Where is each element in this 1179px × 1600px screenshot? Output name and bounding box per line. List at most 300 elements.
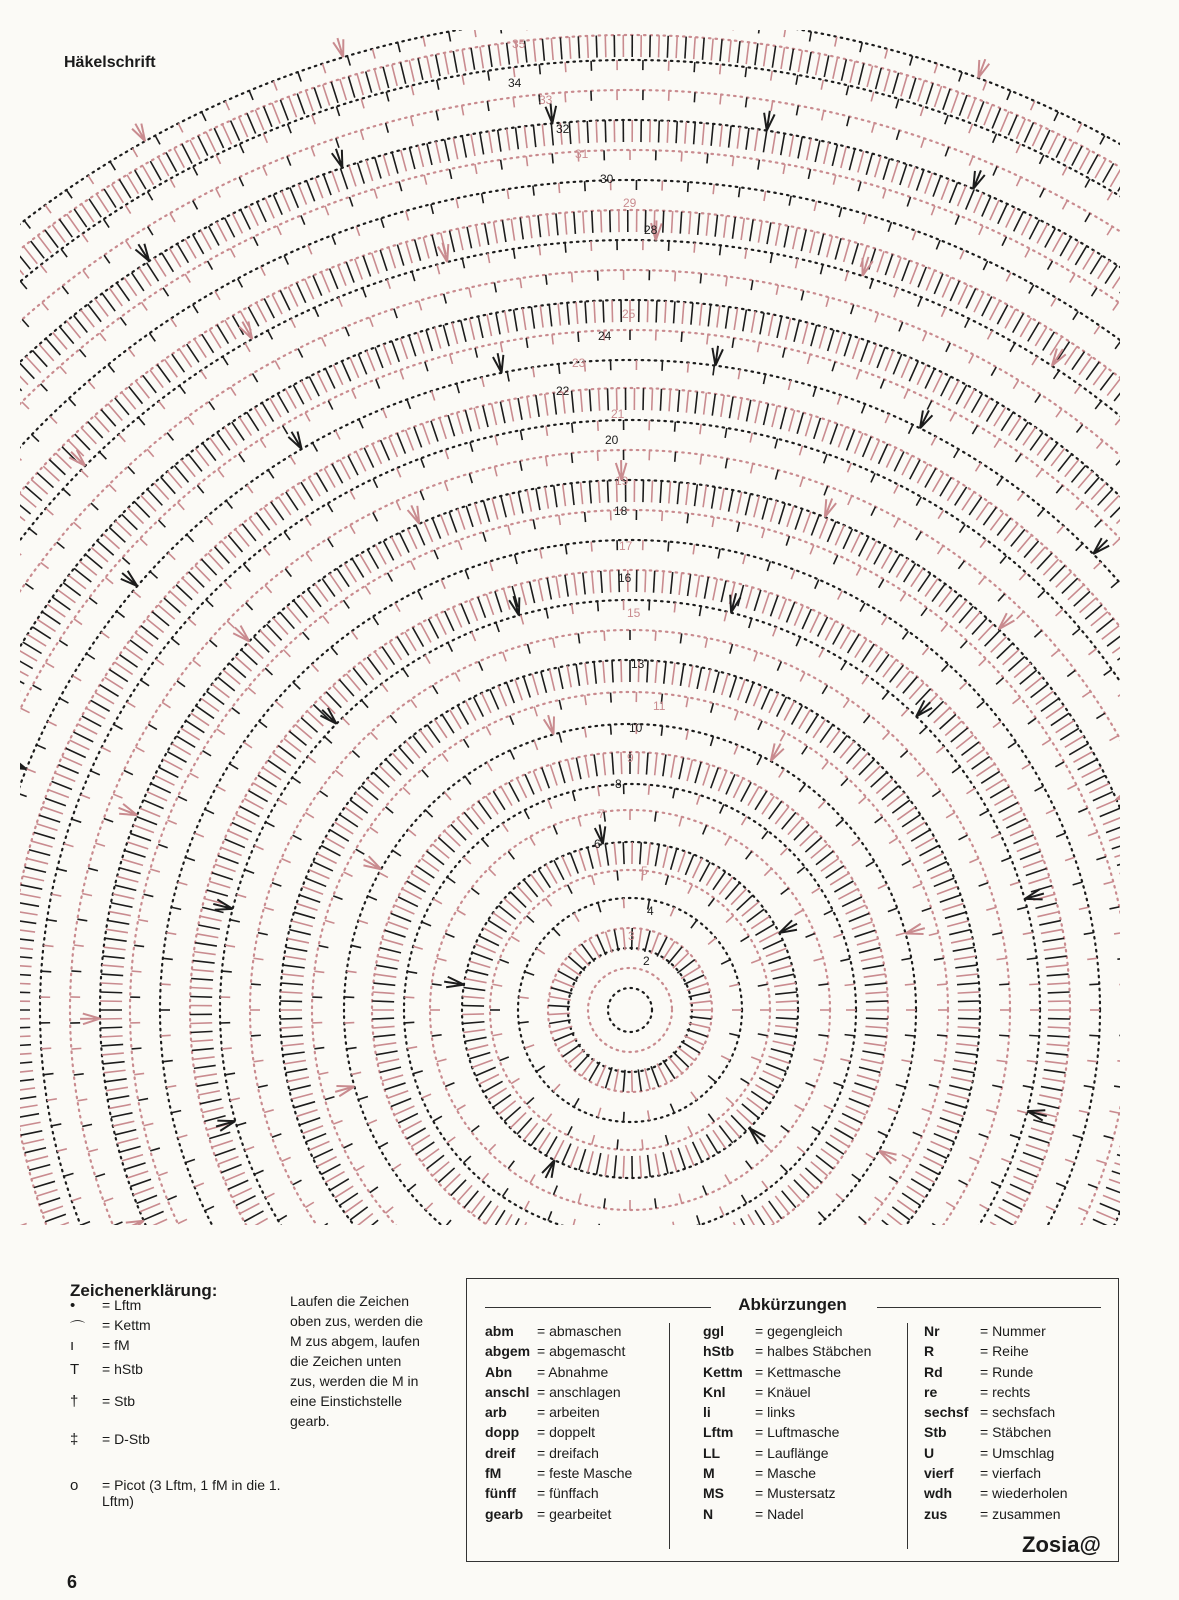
stitch-mark — [993, 721, 1001, 727]
stitch-mark — [734, 745, 738, 754]
stitch-mark — [1134, 947, 1156, 950]
stitch-mark — [857, 939, 878, 945]
stitch-mark — [1078, 808, 1087, 812]
stitch-mark — [559, 762, 565, 783]
stitch-mark — [815, 580, 819, 589]
stitch-mark — [72, 819, 81, 822]
stitch-mark — [64, 1173, 74, 1176]
stitch-mark — [810, 613, 819, 633]
stitch-mark — [152, 612, 169, 626]
stitch-mark — [869, 344, 877, 365]
stitch-mark — [29, 528, 37, 534]
stitch-mark — [455, 673, 460, 682]
stitch-mark — [882, 692, 888, 700]
stitch-mark — [849, 1098, 869, 1106]
stitch-mark — [932, 791, 940, 797]
stitch-mark — [1088, 1184, 1097, 1188]
stitch-mark — [972, 618, 987, 634]
stitch-mark — [551, 1026, 572, 1032]
stitch-mark — [581, 482, 583, 504]
stitch-mark — [218, 677, 235, 691]
stitch-mark — [682, 302, 684, 324]
stitch-mark — [827, 522, 836, 542]
stitch-mark — [550, 765, 557, 786]
stitch-mark — [824, 486, 828, 495]
stitch-mark — [833, 934, 842, 937]
stitch-mark — [645, 1068, 650, 1089]
stitch-mark — [732, 156, 733, 166]
stitch-mark — [358, 920, 367, 923]
stitch-mark — [1141, 407, 1155, 424]
stitch-mark — [990, 301, 1000, 321]
stitch-mark — [921, 608, 927, 616]
stitch-mark — [245, 870, 254, 873]
stitch-mark — [567, 303, 569, 325]
stitch-mark — [339, 680, 354, 697]
stitch-mark — [324, 737, 331, 744]
stitch-mark — [1043, 559, 1058, 575]
stitch-mark — [721, 581, 726, 602]
stitch-mark — [598, 1108, 601, 1118]
stitch-mark — [797, 413, 803, 434]
stitch-mark — [994, 407, 1006, 426]
stitch-mark — [788, 1185, 803, 1201]
stitch-mark — [367, 779, 384, 794]
chain-round — [40, 420, 1179, 1240]
stitch-mark — [127, 1171, 148, 1178]
stitch-mark — [391, 537, 401, 557]
stitch-mark — [955, 487, 967, 505]
stitch-mark — [751, 916, 769, 928]
stitch-mark — [890, 665, 904, 682]
stitch-mark — [795, 910, 804, 915]
stitch-mark — [869, 649, 882, 667]
stitch-mark — [934, 708, 950, 723]
stitch-mark — [714, 672, 720, 693]
stitch-mark — [1103, 1195, 1123, 1203]
stitch-mark — [232, 422, 244, 440]
stitch-mark — [57, 869, 67, 871]
stitch-mark — [343, 872, 352, 876]
stitch-mark — [542, 768, 550, 789]
stitch-mark — [26, 769, 35, 773]
stitch-mark — [1119, 1146, 1140, 1152]
stitch-mark — [623, 1070, 625, 1092]
stitch-mark — [420, 623, 430, 642]
stitch-mark — [549, 1020, 571, 1024]
stitch-mark — [358, 354, 366, 374]
stitch-mark — [783, 348, 785, 358]
stitch-mark — [729, 984, 739, 986]
stitch-mark — [1095, 520, 1102, 527]
stitch-mark — [1023, 860, 1044, 868]
stitch-mark — [942, 664, 949, 671]
stitch-mark — [680, 212, 681, 234]
stitch-mark — [938, 546, 944, 554]
stitch-mark — [657, 1064, 667, 1084]
stitch-mark — [937, 1035, 947, 1036]
stitch-mark — [1089, 649, 1097, 655]
stitch-mark — [1112, 640, 1130, 653]
chain-round — [548, 928, 712, 1092]
stitch-mark — [475, 1067, 495, 1076]
stitch-mark — [604, 631, 605, 641]
stitch-mark — [546, 456, 548, 466]
stitch-mark — [16, 911, 38, 914]
stitch-mark — [306, 517, 311, 525]
stitch-mark — [400, 370, 403, 379]
stitch-mark — [89, 598, 97, 604]
stitch-mark — [726, 459, 728, 469]
stitch-mark — [25, 583, 33, 589]
stitch-mark — [225, 1172, 245, 1181]
stitch-mark — [0, 697, 12, 707]
stitch-mark — [1136, 356, 1142, 364]
stitch-mark — [997, 305, 1007, 324]
stitch-mark — [285, 389, 296, 408]
stitch-mark — [945, 912, 966, 918]
stitch-mark — [201, 559, 216, 575]
stitch-mark — [1170, 906, 1179, 908]
stitch-mark — [822, 421, 829, 442]
stitch-mark — [1160, 425, 1175, 441]
stitch-mark — [960, 641, 967, 648]
stitch-mark — [822, 761, 828, 769]
stitch-mark — [356, 226, 359, 235]
stitch-mark — [991, 1182, 1000, 1186]
stitch-mark — [143, 800, 163, 809]
stitch-mark — [591, 542, 592, 552]
stitch-mark — [223, 670, 240, 684]
chain-round — [462, 842, 798, 1178]
stitch-mark — [1114, 932, 1124, 934]
stitch-mark — [225, 1073, 235, 1075]
stitch-mark — [651, 1066, 659, 1087]
stitch-mark — [654, 571, 655, 593]
stitch-mark — [520, 430, 522, 440]
stitch-mark — [1137, 1044, 1159, 1045]
stitch-mark — [901, 358, 910, 378]
stitch-mark — [1172, 665, 1179, 670]
stitch-mark — [314, 308, 318, 317]
stitch-mark — [750, 433, 752, 443]
stitch-mark — [956, 385, 966, 404]
stitch-mark — [356, 1166, 365, 1171]
stitch-mark — [651, 933, 659, 954]
stitch-mark — [108, 365, 114, 373]
stitch-mark — [1056, 833, 1065, 837]
stitch-mark — [954, 956, 976, 959]
stitch-mark — [294, 1102, 315, 1108]
stitch-mark — [352, 751, 359, 758]
stitch-mark — [917, 365, 926, 385]
stitch-mark — [445, 792, 451, 800]
stitch-mark — [1135, 475, 1142, 482]
stitch-mark — [782, 1191, 796, 1208]
stitch-mark — [492, 404, 497, 425]
stitch-mark — [576, 664, 579, 686]
stitch-mark — [852, 922, 873, 930]
stitch-mark — [687, 1029, 708, 1036]
stitch-mark — [545, 394, 548, 416]
stitch-mark — [578, 1194, 581, 1204]
stitch-mark — [590, 482, 592, 504]
stitch-mark — [797, 867, 805, 873]
stitch-mark — [814, 1059, 824, 1062]
stitch-mark — [1110, 502, 1125, 518]
stitch-mark — [733, 1222, 743, 1240]
stitch-mark — [827, 236, 833, 257]
stitch-mark — [671, 1150, 677, 1171]
stitch-mark — [57, 1149, 67, 1151]
stitch-mark — [976, 463, 981, 471]
stitch-mark — [470, 442, 473, 452]
stitch-mark — [1109, 1111, 1119, 1113]
stitch-mark — [117, 876, 138, 882]
stitch-mark — [695, 1237, 701, 1240]
stitch-mark — [766, 948, 786, 956]
stitch-mark — [322, 579, 335, 597]
stitch-mark — [187, 344, 199, 362]
stitch-mark — [215, 547, 230, 563]
stitch-mark — [724, 612, 726, 622]
stitch-mark — [356, 1214, 373, 1228]
stitch-mark — [225, 945, 235, 947]
stitch-mark — [1165, 1137, 1175, 1139]
stitch-mark — [940, 477, 951, 496]
stitch-mark — [1100, 1203, 1120, 1211]
stitch-mark — [483, 501, 489, 522]
stitch-mark — [859, 1067, 880, 1072]
stitch-mark — [858, 182, 861, 192]
stitch-mark — [418, 591, 423, 600]
stitch-mark — [1114, 1163, 1135, 1170]
stitch-mark — [352, 559, 364, 578]
stitch-mark — [489, 1144, 496, 1151]
stitch-mark — [771, 965, 792, 971]
stitch-mark — [594, 301, 595, 323]
stitch-mark — [230, 920, 240, 922]
stitch-mark — [588, 847, 594, 868]
stitch-mark — [1073, 752, 1092, 763]
stitch-mark — [1116, 508, 1132, 524]
stitch-mark — [503, 589, 509, 610]
stitch-mark — [419, 301, 422, 311]
stitch-mark — [953, 947, 975, 951]
stitch-mark — [1131, 1096, 1153, 1100]
stitch-mark — [501, 1214, 512, 1233]
stitch-mark — [1065, 460, 1079, 477]
stitch-mark — [999, 1207, 1018, 1217]
stitch-mark — [245, 1147, 254, 1150]
stitch-mark — [799, 784, 805, 792]
stitch-mark — [350, 1207, 368, 1220]
stitch-mark — [283, 1052, 305, 1055]
stitch-mark — [178, 502, 185, 509]
stitch-mark — [652, 480, 653, 502]
stitch-mark — [373, 1026, 395, 1028]
stitch-mark — [1036, 469, 1042, 477]
stitch-mark — [536, 948, 544, 953]
stitch-mark — [476, 225, 480, 247]
stitch-mark — [394, 309, 397, 318]
stitch-mark — [58, 590, 76, 603]
stitch-mark — [278, 394, 289, 413]
stitch-mark — [37, 1190, 58, 1197]
stitch-mark — [937, 1126, 958, 1134]
stitch-mark — [670, 1104, 674, 1113]
stitch-mark — [918, 297, 922, 306]
stitch-mark — [902, 860, 911, 865]
stitch-mark — [690, 1017, 712, 1019]
stitch-mark — [540, 306, 543, 328]
stitch-mark — [115, 521, 131, 536]
stitch-mark — [191, 713, 209, 725]
stitch-mark — [132, 971, 142, 972]
stitch-mark — [141, 680, 149, 686]
stitch-mark — [335, 1186, 354, 1198]
stitch-mark — [1158, 643, 1166, 649]
stitch-mark — [150, 869, 160, 872]
stitch-mark — [585, 301, 586, 323]
stitch-mark — [882, 786, 899, 800]
stitch-mark — [344, 563, 356, 582]
stitch-mark — [1129, 912, 1151, 916]
stitch-mark — [195, 565, 210, 581]
stitch-mark — [879, 579, 884, 588]
stitch-mark — [101, 410, 116, 427]
chain-round — [280, 660, 980, 1240]
stitch-mark — [1031, 886, 1052, 892]
stitch-mark — [562, 1144, 571, 1164]
stitch-mark — [478, 597, 486, 618]
stitch-mark — [416, 866, 434, 878]
stitch-mark — [800, 446, 803, 456]
stitch-mark — [542, 1232, 550, 1240]
stitch-mark — [72, 1198, 81, 1201]
stitch-mark — [221, 541, 235, 558]
stitch-mark — [708, 305, 711, 327]
stitch-mark — [128, 508, 144, 524]
stitch-mark — [559, 364, 560, 374]
stitch-mark — [313, 443, 318, 452]
stitch-mark — [9, 1045, 31, 1046]
stitch-mark — [42, 1206, 63, 1213]
stitch-mark — [920, 1164, 939, 1174]
stitch-mark — [367, 351, 375, 371]
stitch-mark — [882, 1220, 899, 1234]
stitch-mark — [671, 849, 677, 870]
stitch-mark — [125, 647, 143, 660]
stitch-mark — [678, 390, 680, 412]
stitch-mark — [934, 1134, 954, 1142]
stitch-mark — [876, 779, 893, 794]
stitch-mark — [226, 501, 232, 509]
stitch-mark — [230, 764, 239, 769]
stitch-mark — [432, 235, 437, 256]
stitch-mark — [207, 890, 228, 896]
stitch-mark — [236, 1196, 256, 1206]
chain-round — [490, 870, 770, 1150]
stitch-mark — [273, 753, 291, 766]
stitch-mark — [133, 825, 154, 833]
stitch-mark — [1175, 807, 1179, 810]
stitch-mark — [154, 483, 169, 499]
stitch-mark — [244, 799, 263, 810]
stitch-mark — [368, 550, 379, 569]
stitch-mark — [553, 1084, 560, 1091]
stitch-mark — [1097, 441, 1103, 449]
stitch-mark — [136, 747, 145, 752]
stitch-mark — [911, 568, 923, 586]
stitch-mark — [305, 813, 314, 818]
stitch-mark — [962, 492, 974, 510]
stitch-mark — [301, 215, 305, 224]
stitch-mark — [249, 791, 268, 802]
stitch-mark — [1119, 1035, 1129, 1036]
stitch-mark — [515, 554, 517, 564]
stitch-mark — [1088, 832, 1097, 836]
stitch-mark — [1082, 691, 1090, 697]
stitch-mark — [494, 283, 496, 293]
stitch-mark — [363, 256, 370, 277]
stitch-mark — [981, 1237, 999, 1240]
stitch-mark — [373, 617, 378, 625]
stitch-mark — [260, 630, 275, 646]
stitch-mark — [874, 545, 885, 564]
stitch-mark — [467, 227, 471, 249]
stitch-mark — [830, 424, 837, 445]
stitch-mark — [812, 888, 820, 893]
stitch-mark — [553, 825, 557, 834]
stitch-mark — [1023, 932, 1033, 934]
stitch-mark — [475, 164, 477, 174]
stitch-mark — [788, 818, 803, 834]
stitch-mark — [883, 732, 890, 739]
stitch-mark — [111, 1113, 133, 1117]
stitch-mark — [1051, 449, 1064, 466]
stitch-mark — [1035, 786, 1044, 791]
stitch-mark — [268, 470, 274, 478]
stitch-mark — [0, 689, 16, 699]
stitch-mark — [954, 1060, 976, 1063]
stitch-mark — [671, 572, 673, 594]
stitch-mark — [101, 974, 123, 975]
stitch-mark — [133, 1187, 154, 1195]
stitch-mark — [855, 433, 863, 453]
stitch-mark — [496, 623, 499, 632]
stitch-mark — [697, 1215, 700, 1225]
stitch-mark — [1137, 974, 1159, 975]
stitch-mark — [553, 929, 560, 936]
stitch-mark — [104, 1070, 126, 1073]
stitch-mark — [1096, 857, 1106, 860]
stitch-mark — [958, 1027, 980, 1028]
stitch-mark — [679, 573, 682, 595]
stitch-mark — [1036, 691, 1054, 704]
stitch-mark — [244, 564, 251, 572]
stitch-mark — [1173, 437, 1179, 453]
stitch-mark — [45, 663, 54, 668]
stitch-mark — [10, 1062, 32, 1064]
stitch-mark — [254, 637, 270, 652]
stitch-mark — [1056, 721, 1074, 733]
stitch-mark — [539, 245, 540, 255]
stitch-mark — [388, 573, 393, 582]
stitch-mark — [486, 594, 493, 615]
stitch-mark — [789, 196, 791, 206]
stitch-mark — [230, 1098, 240, 1100]
